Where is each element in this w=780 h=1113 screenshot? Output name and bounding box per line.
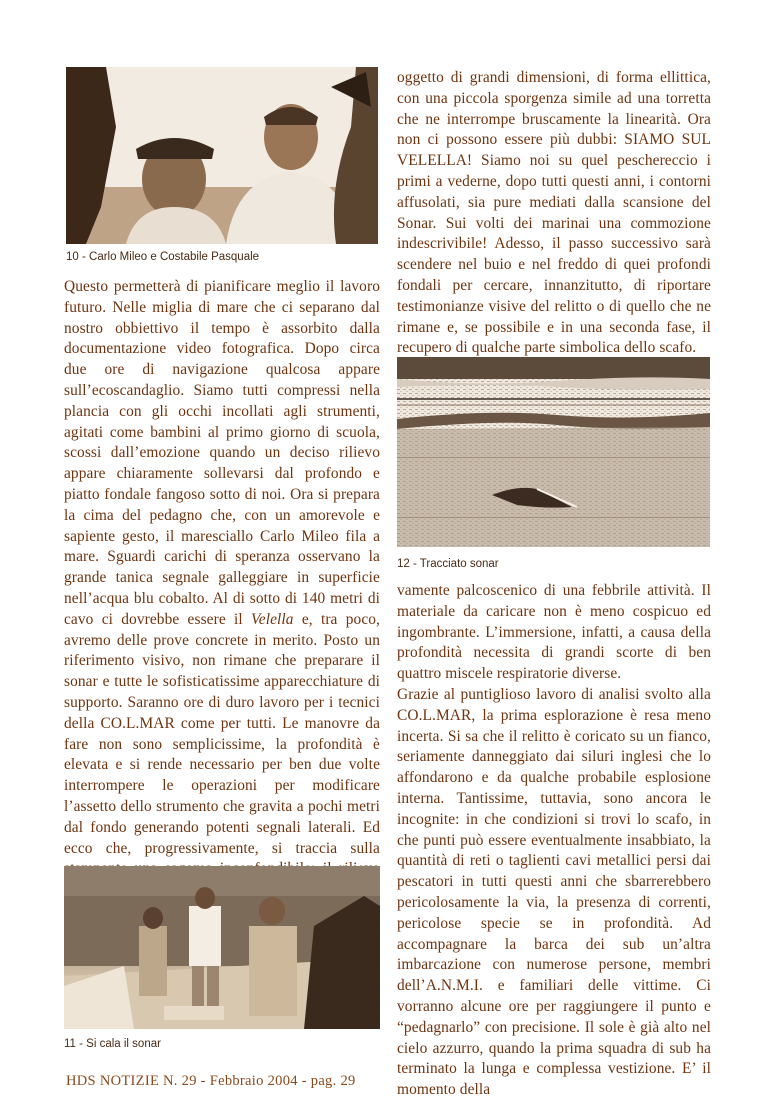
right-bottom-paragraph-2: Grazie al puntiglioso lavoro di analisi svolto alla CO.L.MAR, la prima esplorazione è resa meno incerta. Si sa che il relitto è coricato su un fianco, seriamente danneggiato dai siluri inglesi che lo affondarono e da qualche probabile esplosione interna. Tantissime, tuttavia, sono ancora le incognite: in che condizioni si trovi lo scafo, in che punti può essere eventualmente insabbiato, la quantità di reti o taglienti cavi metallici persi dai pescatori in tutti questi anni che sbarrerebbero pericolosamente la via, la presenza di correnti, pericolose specie se in profondità. Ad accompagnare la barca dei sub un’altra imbarcazione con numerose persone, membri dell’A.N.M.I. e familiari delle vittime. Ci vorranno alcune ore per raggiungere il punto e “pedagnarlo” con precisione. Il sole è già alto nel cielo azzurro, quando la prima squadra di sub ha terminato la lunga e complessa vestizione. E’ il momento della [397, 685, 711, 1099]
left-column-text [64, 277, 380, 922]
ship-name-italic: Velella [251, 610, 294, 628]
right-column-top-text [397, 68, 711, 380]
sonar-trace-image [397, 357, 710, 547]
page-footer: HDS NOTIZIE N. 29 - Febbraio 2004 - pag. 29 [66, 1073, 356, 1089]
photo-si-cala-il-sonar [64, 866, 380, 1029]
caption-photo2: 11 - Si cala il sonar [64, 1038, 161, 1050]
photo-carlo-mileo-costabile-pasquale [66, 67, 378, 244]
left-paragraph [64, 277, 380, 922]
right-column-bottom-text [397, 581, 711, 1101]
right-bottom-paragraph-1: vamente palcoscenico di una febbrile attività. Il materiale da caricare non è meno cospicuo ed ingombrante. L’immersione, infatti, a causa della profondità necessita di grandi scorte di ben quattro miscele respiratorie diverse. [397, 582, 711, 683]
right-top-paragraph: oggetto di grandi dimensioni, di forma ellittica, con una piccola sporgenza simile ad una torretta che ne interrompe bruscamente la linearità. Ora non ci possono essere più dubbi: SIAMO SUL VELELLA! Siamo noi su quel peschereccio i primi a vederne, dopo tutti questi anni, i contorni affusolati, sia pure mediati dalla scansione del Sonar. Sui volti dei marinai una commozione indescrivibile! Adesso, il passo successivo sarà scendere nel buio e nel freddo di quei profondi fondali per cercare, innanzitutto, di riportare testimonianze visive del relitto o di quello che ne rimane e, se possibile e in una seconda fase, il recupero di qualche parte simbolica dello scafo. [397, 69, 711, 357]
caption-photo1: 10 - Carlo Mileo e Costabile Pasquale [66, 251, 260, 263]
left-text-before: Questo permetterà di pianificare meglio il lavoro futuro. Nelle miglia di mare che ci separano dal nostro obbiettivo il tempo è assorbito dalla documentazione video fotografica. Dopo circa due ore di navigazione qualcosa appare sull’ecoscandaglio. Siamo tutti compressi nella plancia con gli occhi incollati agli strumenti, agitati come bambini al primo giorno di scuola, scossi dall’emozione quando un deciso rilievo appare chiaramente sollevarsi dal profondo e piatto fondale fangoso sotto di noi. Ora si prepara la cima del pedagno che, con un amorevole e sapiente gesto, il maresciallo Carlo Mileo fila a mare. Sguardi carichi di speranza osservano la grande tanica segnale galleggiare in superficie nell’acqua blu cobalto. Al di sotto di 140 metri di cavo ci dovrebbe essere il [64, 278, 380, 628]
caption-sonar: 12 - Tracciato sonar [397, 558, 499, 570]
left-text-after: e, tra poco, avremo delle prove concrete in merito. Posto un riferimento visivo, non rimane che preparare il sonar e tutte le sofisticatissime apparecchiature di supporto. Saranno ore di duro lavoro per i tecnici della CO.L.MAR come per tutti. Le manovre da fare non sono semplicissime, la profondità è elevata e si rende necessario per ben due volte interrompere le operazioni per modificare l’assetto dello strumento che gravita a pochi metri dal fondo generando potenti segnali laterali. Ed ecco che, progressivamente, si traccia sulla [64, 610, 380, 857]
